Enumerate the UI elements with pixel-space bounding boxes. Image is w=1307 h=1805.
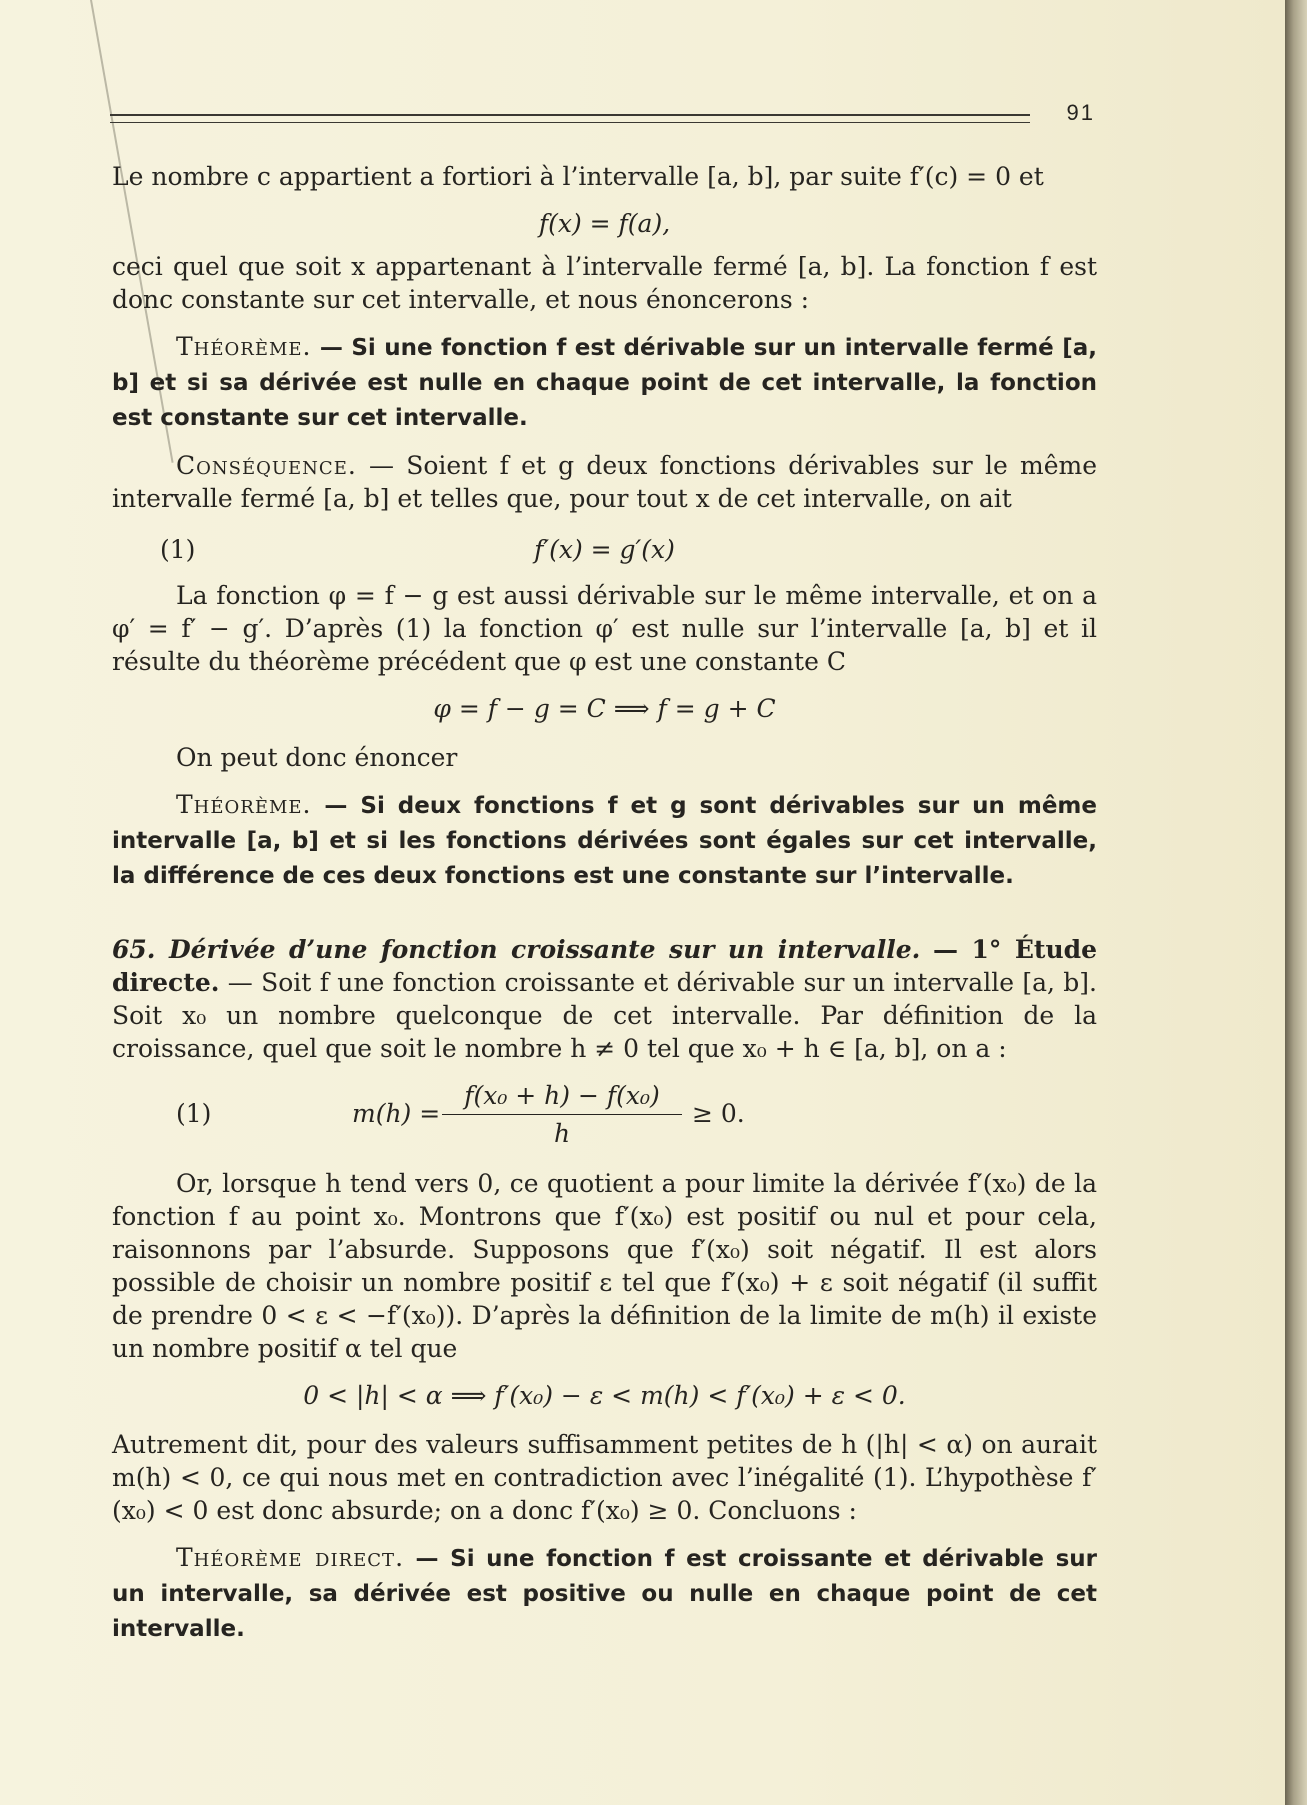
- fraction-numerator: f(x₀ + h) − f(x₀): [442, 1079, 682, 1115]
- paragraph-intro: Le nombre c appartient a fortiori à l’intervalle [a, b], par suite f′(c) = 0 et: [112, 162, 1044, 191]
- page-edge-shadow: [1285, 0, 1307, 1805]
- equation-phi: φ = f − g = C ⟹ f = g + C: [433, 694, 776, 723]
- consequence-text: — Soient f et g deux fonctions dérivables sur le même intervalle fermé [a, b] et telles que, pour tout x de cet intervalle, on ait: [112, 451, 1097, 513]
- theorem-2: [112, 788, 1097, 893]
- consequence: [112, 449, 1097, 515]
- theorem-direct: [112, 1541, 1097, 1646]
- equation-fx-fa: f(x) = f(a),: [538, 209, 671, 238]
- page-content: [112, 160, 1097, 1660]
- quotient-fraction: [442, 1079, 682, 1150]
- theorem-direct-text: — Si une fonction f est croissante et dérivable sur un intervalle, sa dérivée est positive ou nulle en chaque point de cet intervalle.: [112, 1546, 1097, 1642]
- header-rule: [110, 114, 1030, 116]
- page-header: [110, 96, 1095, 146]
- paragraph-enoncer: On peut donc énoncer: [176, 743, 458, 772]
- equation-number: (1): [176, 1099, 212, 1128]
- section-65-text: — Soit f une fonction croissante et dérivable sur un intervalle [a, b]. Soit x₀ un nombre quelconque de cet intervalle. Par définition de la croissance, quel que soit le nombre h ≠ 0 tel que x₀ + h ∈ [a, b], on a :: [112, 968, 1097, 1063]
- quotient-lhs: m(h) =: [352, 1099, 441, 1128]
- theorem-1-text: — Si une fonction f est dérivable sur un intervalle fermé [a, b] et si sa dérivée est nulle en chaque point de cet intervalle, la fonction est constante sur cet intervalle.: [112, 335, 1097, 431]
- theorem-2-heading: Théorème.: [176, 790, 312, 819]
- equation-1-row: [112, 529, 1097, 569]
- equation-derivatives-equal: f′(x) = g′(x): [534, 535, 675, 564]
- section-65: [112, 933, 1097, 1065]
- equation-number: (1): [160, 535, 196, 564]
- theorem-1-heading: Théorème.: [176, 332, 312, 361]
- fraction-denominator: h: [553, 1119, 571, 1148]
- header-rule-thin: [110, 122, 1030, 123]
- equation-quotient-row: [112, 1079, 1097, 1149]
- paragraph-conclusion: Autrement dit, pour des valeurs suffisamment petites de h (|h| < α) on aurait m(h) < 0, ce qui nous met en contradiction avec l’inégalité (1). L’hypothèse f′(x₀) < 0 est donc absurde; on a donc f′(x₀) ≥ 0. Concluons :: [112, 1430, 1097, 1525]
- page-number: 91: [1066, 100, 1095, 125]
- equation-limit: 0 < |h| < α ⟹ f′(x₀) − ε < m(h) < f′(x₀) + ε < 0.: [303, 1381, 906, 1410]
- theorem-2-text: — Si deux fonctions f et g sont dérivables sur un même intervalle [a, b] et si les fonctions dérivées sont égales sur cet intervalle, la différence de ces deux fonctions est une constante sur l’intervalle.: [112, 793, 1097, 889]
- paragraph-absurde: Or, lorsque h tend vers 0, ce quotient a pour limite la dérivée f′(x₀) de la fonction f au point x₀. Montrons que f′(x₀) est positif ou nul et pour cela, raisonnons par l’absurde. Supposons que f′(x₀) soit négatif. Il est alors possible de choisir un nombre positif ε tel que f′(x₀) + ε soit négatif (il suffit de prendre 0 < ε < −f′(x₀)). D’après la définition de la limite de m(h) il existe un nombre positif α tel que: [112, 1169, 1097, 1363]
- paragraph-phi: La fonction φ = f − g est aussi dérivable sur le même intervalle, et on a φ′ = f′ − g′. D’après (1) la fonction φ′ est nulle sur l’intervalle [a, b] et il résulte du théorème précédent que φ est une constante C: [112, 581, 1097, 676]
- consequence-heading: Conséquence.: [176, 451, 357, 480]
- section-65-subtitle: — 1° Étude directe.: [112, 935, 1098, 997]
- paragraph-constant: ceci quel que soit x appartenant à l’intervalle fermé [a, b]. La fonction f est donc constante sur cet intervalle, et nous énoncerons :: [112, 252, 1097, 314]
- section-65-title: 65. Dérivée d’une fonction croissante sur un intervalle.: [112, 935, 921, 964]
- theorem-direct-heading: Théorème direct.: [176, 1543, 405, 1572]
- theorem-1: [112, 330, 1097, 435]
- quotient-rhs: ≥ 0.: [692, 1099, 745, 1128]
